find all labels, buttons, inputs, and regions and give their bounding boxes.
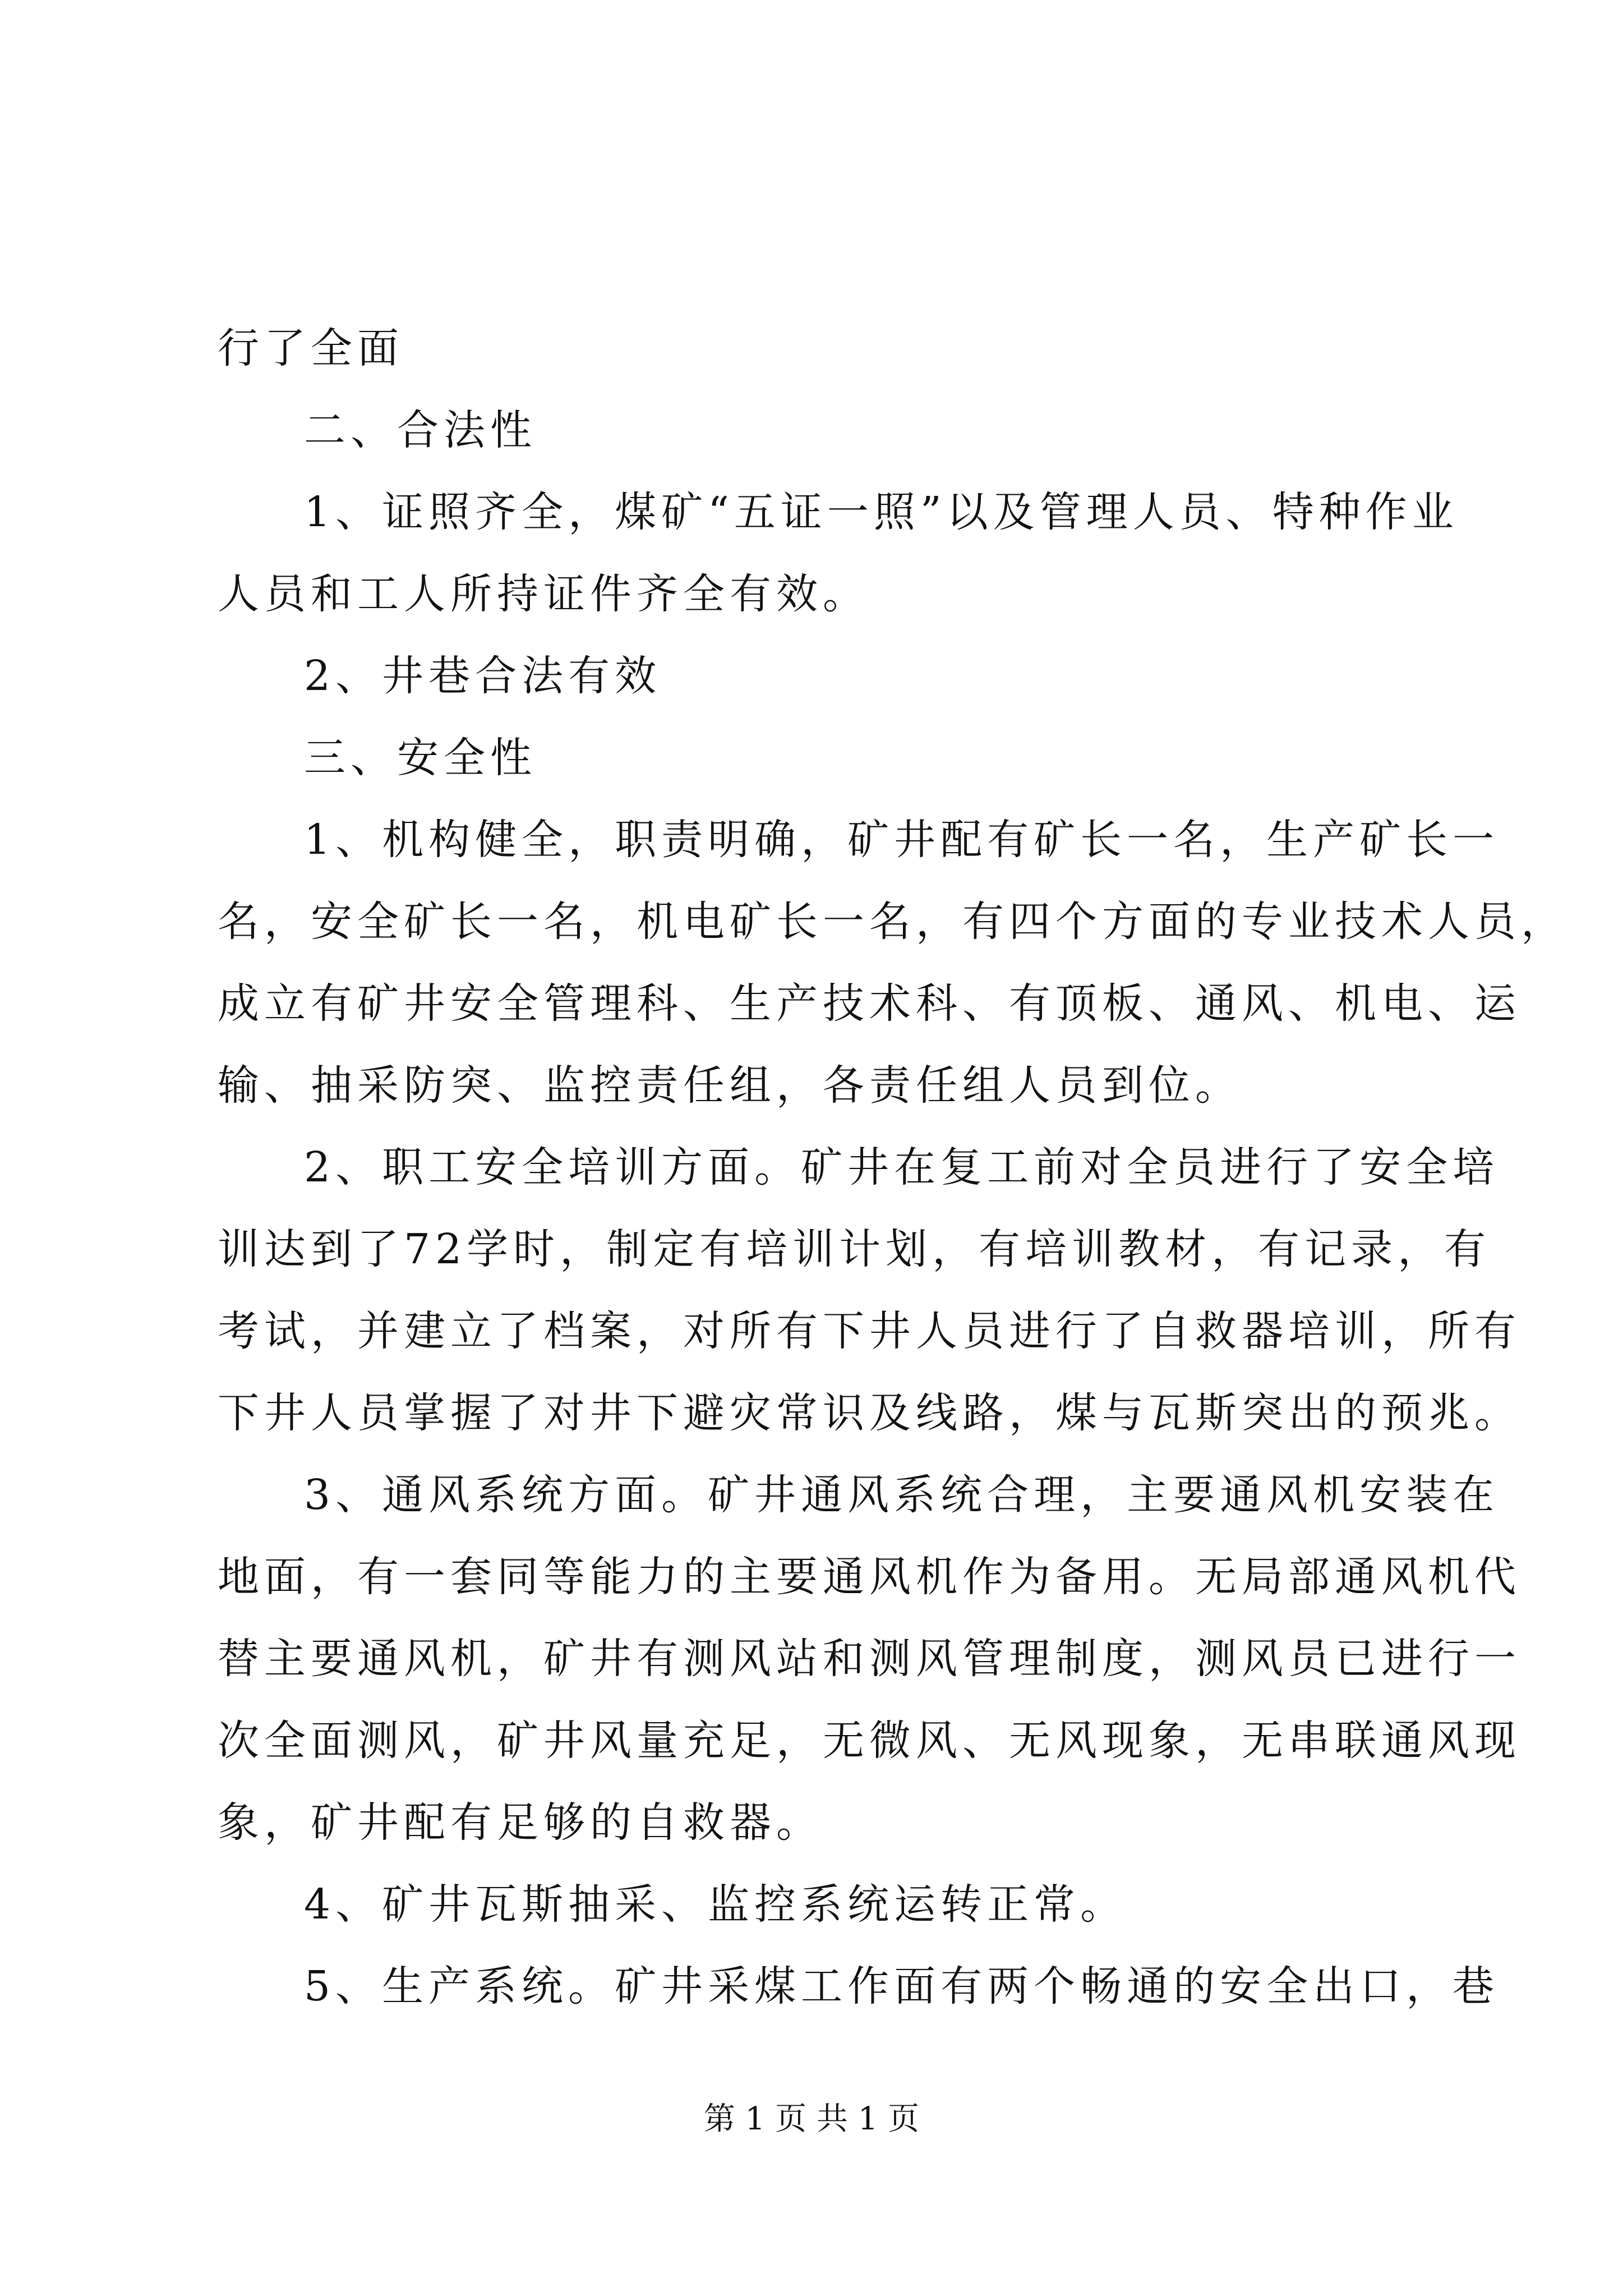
- paragraph-first-line: 3、通风系统方面。矿井通风系统合理，主要通风机安装在: [304, 1471, 1500, 1519]
- text-line: 替主要通风机，矿井有测风站和测风管理制度，测风员已进行一: [218, 1635, 1521, 1683]
- text-line: 行了全面: [218, 324, 404, 372]
- text-line: 次全面测风，矿井风量充足，无微风、无风现象，无串联通风现: [218, 1717, 1521, 1765]
- paragraph-first-line: 2、井巷合法有效: [304, 652, 662, 700]
- text-line: 输、抽采防突、监控责任组，各责任组人员到位。: [218, 1061, 1242, 1110]
- text-line: 训达到了72学时，制定有培训计划，有培训教材，有记录，有: [218, 1225, 1491, 1273]
- document-body: [218, 307, 1567, 2027]
- paragraph-first-line: 4、矿井瓦斯抽采、监控系统运转正常。: [304, 1880, 1127, 1929]
- section-heading: 二、合法性: [304, 406, 537, 454]
- text-line: 地面，有一套同等能力的主要通风机作为备用。无局部通风机代: [218, 1553, 1521, 1601]
- section-heading: 三、安全性: [304, 734, 537, 782]
- paragraph-first-line: 1、机构健全，职责明确，矿井配有矿长一名，生产矿长一: [304, 816, 1500, 864]
- text-line: 人员和工人所持证件齐全有效。: [218, 570, 869, 618]
- paragraph-first-line: 2、职工安全培训方面。矿井在复工前对全员进行了安全培: [304, 1143, 1500, 1191]
- page-footer: 第 1 页 共 1 页: [703, 2101, 920, 2137]
- text-line: 成立有矿井安全管理科、生产技术科、有顶板、通风、机电、运: [218, 979, 1521, 1028]
- paragraph-first-line: 5、生产系统。矿井采煤工作面有两个畅通的安全出口，巷: [304, 1962, 1500, 2010]
- text-line: 名，安全矿长一名，机电矿长一名，有四个方面的专业技术人员，: [218, 898, 1567, 946]
- text-line: 考试，并建立了档案，对所有下井人员进行了自救器培训，所有: [218, 1307, 1521, 1355]
- text-line: 象，矿井配有足够的自救器。: [218, 1798, 823, 1847]
- text-line: 下井人员掌握了对井下避灾常识及线路，煤与瓦斯突出的预兆。: [218, 1389, 1521, 1437]
- paragraph-first-line: 1、证照齐全，煤矿“五证一照”以及管理人员、特种作业: [304, 488, 1459, 536]
